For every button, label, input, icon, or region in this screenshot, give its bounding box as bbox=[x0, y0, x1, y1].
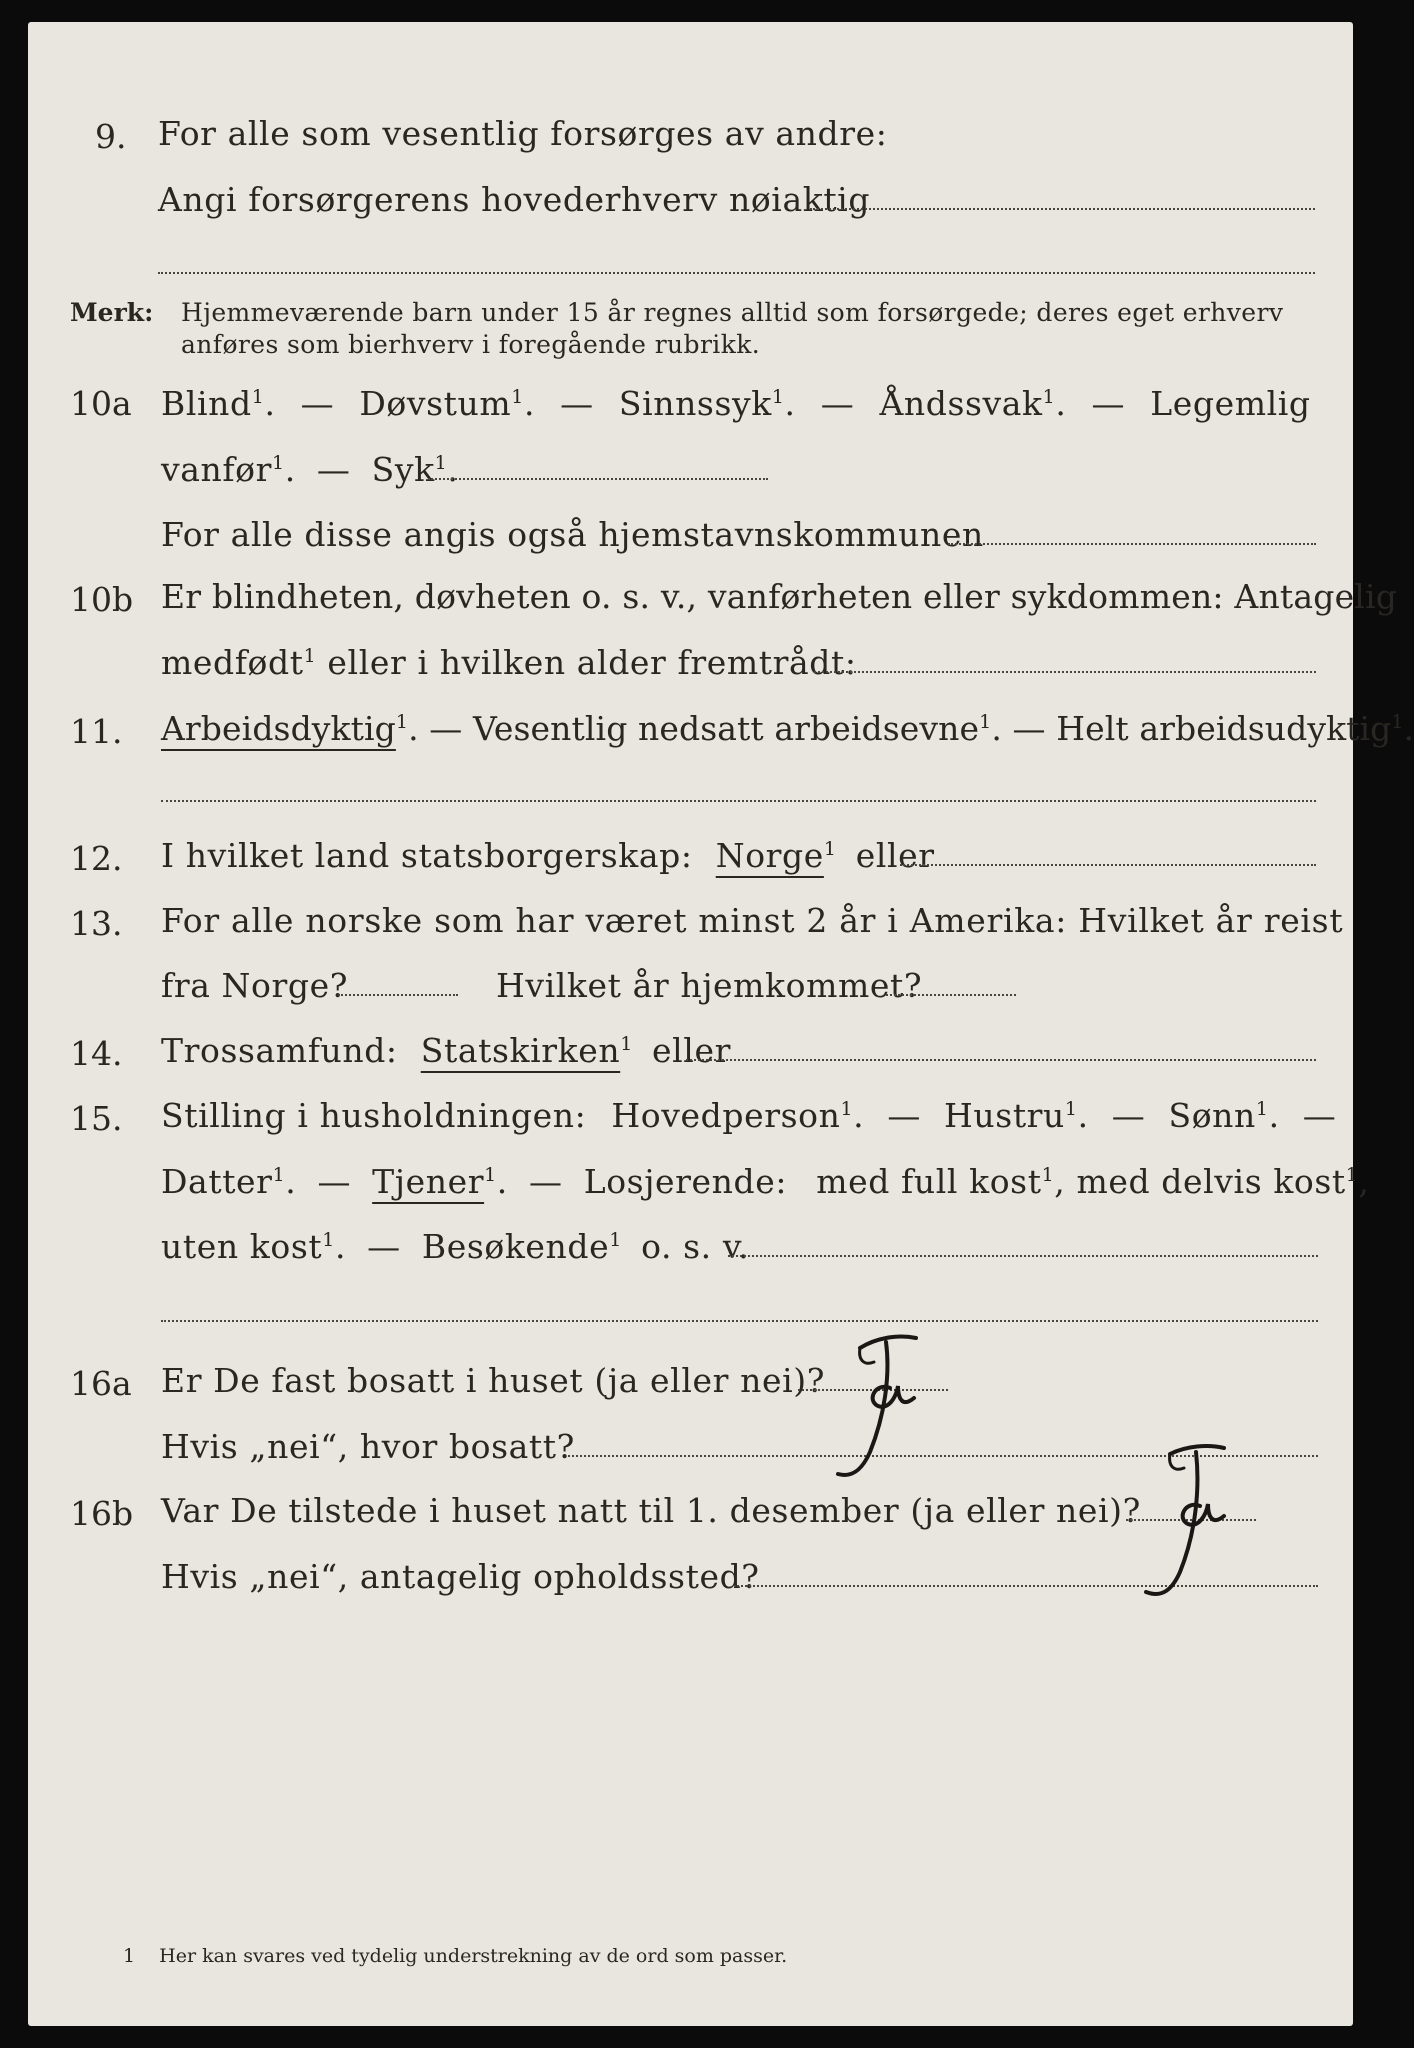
q10a-kommune-line bbox=[948, 543, 1316, 545]
q10b-line2: medfødt$^1$ eller i hvilken alder fremtrådt: bbox=[161, 643, 857, 682]
q13-year-left-line bbox=[338, 994, 458, 996]
q13-year-right-line bbox=[886, 994, 1016, 996]
merk-label: Merk: bbox=[70, 298, 154, 327]
option-legemlig: Legemlig bbox=[1150, 384, 1311, 423]
option-sinnssyk: Sinnssyk bbox=[618, 384, 772, 423]
footnote-mark: 1 bbox=[123, 1945, 136, 1967]
q14-answer-line bbox=[686, 1059, 1316, 1061]
q15-line2: Datter$^1$. — Tjener$^1$. — Losjerende: med full kost$^1$, med delvis kost$^1$, bbox=[161, 1162, 1370, 1201]
q13-line1: For alle norske som har været minst 2 år i Amerika: Hvilket år reist bbox=[161, 901, 1344, 940]
q16a-number: 16a bbox=[70, 1364, 132, 1403]
merk-line1: Hjemmeværende barn under 15 år regnes alltid som forsørgede; deres eget erhverv bbox=[181, 298, 1284, 327]
q12-number: 12. bbox=[70, 839, 123, 878]
footnote bbox=[123, 1945, 787, 1967]
option-vanfor: vanfør bbox=[161, 450, 273, 489]
option-delvis-kost: med delvis kost bbox=[1076, 1162, 1346, 1201]
q15-line1: Stilling i husholdningen: Hovedperson$^1$. — Hustru$^1$. — Sønn$^1$. — bbox=[161, 1096, 1337, 1135]
q16a-line1: Er De fast bosatt i huset (ja eller nei)? bbox=[161, 1361, 825, 1400]
q13-hjem: Hvilket år hjemkommet? bbox=[496, 966, 923, 1005]
q12-answer-line bbox=[900, 864, 1316, 866]
q15-line3: uten kost$^1$. — Besøkende$^1$ o. s. v. bbox=[161, 1227, 750, 1266]
q11-line: Arbeidsdyktig$^1$. — Vesentlig nedsatt arbeidsevne$^1$. — Helt arbeidsudyktig$^1$. bbox=[161, 709, 1414, 748]
q10a-line1: Blind$^1$. — Døvstum$^1$. — Sinnssyk$^1$. — Åndssvak$^1$. — Legemlig bbox=[161, 384, 1311, 423]
q9-answer-line-2 bbox=[158, 272, 1315, 274]
option-besokende: Besøkende bbox=[421, 1227, 610, 1266]
q16b-handwritten-answer bbox=[1108, 1432, 1288, 1626]
option-dovstum: Døvstum bbox=[359, 384, 512, 423]
q15-answer-line bbox=[728, 1255, 1318, 1257]
q10a-answer-line bbox=[428, 478, 768, 480]
option-sonn: Sønn bbox=[1168, 1096, 1256, 1135]
option-tjener-underlined: Tjener bbox=[372, 1162, 485, 1201]
q10b-number: 10b bbox=[70, 580, 134, 619]
option-hovedperson: Hovedperson bbox=[611, 1096, 841, 1135]
option-uten-kost: uten kost bbox=[161, 1227, 323, 1266]
q16b-number: 16b bbox=[70, 1494, 134, 1533]
q9-answer-line bbox=[810, 208, 1315, 210]
q12-line: I hvilket land statsborgerskap: Norge$^1$ eller bbox=[161, 836, 935, 875]
q10a-number: 10a bbox=[70, 384, 132, 423]
q10b-answer-line bbox=[814, 671, 1316, 673]
q9-line2: Angi forsørgerens hovederhverv nøiaktig bbox=[158, 180, 871, 219]
option-medfodt: medfødt bbox=[161, 643, 304, 682]
q13-fra: fra Norge? bbox=[161, 966, 349, 1005]
q9-number: 9. bbox=[95, 117, 127, 156]
footnote-text: Her kan svares ved tydelig understrekning av de ord som passer. bbox=[159, 1945, 788, 1967]
option-datter: Datter bbox=[161, 1162, 273, 1201]
q10a-line2: vanfør$^1$. — Syk$^1$. bbox=[161, 450, 459, 489]
q13-number: 13. bbox=[70, 904, 123, 943]
handwriting-ja-2 bbox=[1108, 1432, 1288, 1622]
q15-number: 15. bbox=[70, 1099, 123, 1138]
q14-line: Trossamfund: Statskirken$^1$ eller bbox=[161, 1031, 731, 1070]
census-form-page bbox=[28, 22, 1414, 2026]
option-statskirken-underlined: Statskirken bbox=[420, 1031, 621, 1070]
option-full-kost: med full kost bbox=[816, 1162, 1042, 1201]
q16a-handwritten-answer bbox=[798, 1312, 978, 1506]
option-blind: Blind bbox=[161, 384, 252, 423]
merk-line2: anføres som bierhverv i foregående rubrikk. bbox=[181, 330, 761, 359]
q15-answer-line-2 bbox=[161, 1320, 1318, 1322]
option-udyktig: Helt arbeidsudyktig bbox=[1056, 709, 1392, 748]
q14-number: 14. bbox=[70, 1034, 123, 1073]
q10a-line3: For alle disse angis også hjemstavnskommunen bbox=[161, 515, 984, 554]
option-arbeidsdyktig-underlined: Arbeidsdyktig bbox=[161, 709, 396, 748]
q10b-line1: Er blindheten, døvheten o. s. v., vanførheten eller sykdommen: Antagelig bbox=[161, 577, 1398, 616]
option-norge-underlined: Norge bbox=[715, 836, 824, 875]
q9-line1: For alle som vesentlig forsørges av andre: bbox=[158, 114, 888, 153]
option-syk: Syk bbox=[371, 450, 435, 489]
option-nedsatt: Vesentlig nedsatt arbeidsevne bbox=[472, 709, 980, 748]
option-andssvak: Åndssvak bbox=[879, 384, 1043, 423]
q16b-line1: Var De tilstede i huset natt til 1. desember (ja eller nei)? bbox=[161, 1491, 1141, 1530]
q16a-line2: Hvis „nei“, hvor bosatt? bbox=[161, 1427, 575, 1466]
option-hustru: Hustru bbox=[944, 1096, 1065, 1135]
q11-answer-line bbox=[161, 800, 1316, 802]
handwriting-ja-1 bbox=[798, 1312, 978, 1502]
q11-number: 11. bbox=[70, 712, 123, 751]
q16b-line2: Hvis „nei“, antagelig opholdssted? bbox=[161, 1557, 760, 1596]
